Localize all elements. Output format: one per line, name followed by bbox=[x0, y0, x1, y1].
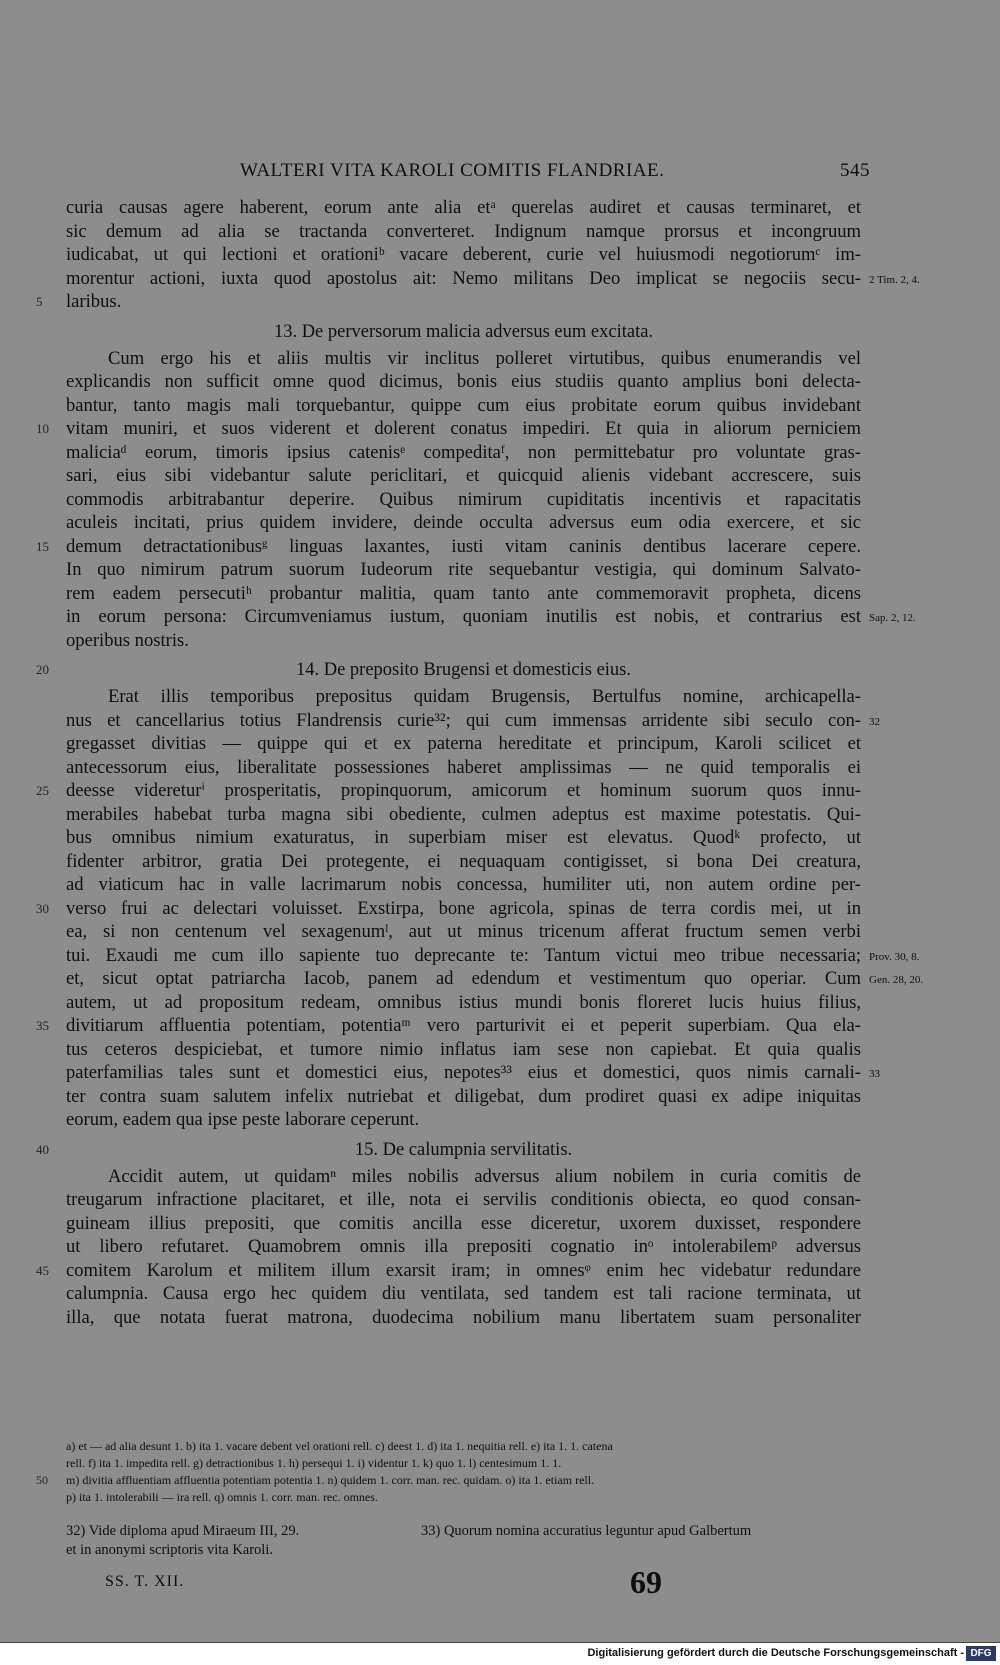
signature-mark: SS. T. XII. bbox=[105, 1573, 185, 1590]
digitization-footer bbox=[0, 1642, 1000, 1665]
text-line bbox=[66, 1038, 861, 1062]
section-heading bbox=[36, 1132, 861, 1165]
line-text: maliciaᵈ eorum, timoris ipsius catenisᵉ compeditaᶠ, non permittebatur pro voluntate gras- bbox=[66, 441, 861, 463]
line-number: 50 bbox=[36, 1473, 48, 1487]
running-title: WALTERI VITA KAROLI COMITIS FLANDRIAE. bbox=[240, 160, 665, 181]
line-text: illa, que notata fuerat matrona, duodecima nobilium manu libertatem suam personaliter bbox=[66, 1306, 861, 1328]
marginal-reference: Gen. 28, 20. bbox=[869, 974, 924, 986]
line-text: merabiles habebat turba magna sibi obediente, culmen adeptus est maxime potestatis. Qui- bbox=[66, 803, 861, 825]
line-text: gregasset divitias — quippe qui et ex paterna hereditate et principum, Karoli scilicet et bbox=[66, 733, 861, 754]
text-line bbox=[66, 967, 924, 991]
line-text: Erat illis temporibus prepositus quidam Brugensis, Bertulfus nomine, archicapella- bbox=[108, 686, 861, 707]
footnote-line bbox=[66, 1455, 861, 1472]
text-line bbox=[66, 488, 861, 512]
text-line bbox=[66, 803, 861, 827]
endnote-33 bbox=[421, 1522, 861, 1541]
line-text: commodis arbitrabantur deperire. Quibus nimirum cupiditatis incentivis et rapacitatis bbox=[66, 488, 861, 510]
text-line bbox=[66, 826, 861, 850]
text-line bbox=[36, 417, 861, 441]
line-text: curia causas agere haberent, eorum ante alia etᵃ querelas audiret et causas terminaret, et bbox=[66, 197, 861, 218]
line-number: 45 bbox=[36, 1262, 49, 1278]
line-text: vitam muniri, et suos viderent et dolerent conatus impediri. Et quia in aliorum perniciem bbox=[66, 418, 861, 439]
line-text: divitiarum affluentia potentiam, potentiaᵐ vero parturivit ei et peperit superbiam. Qua ela- bbox=[66, 1015, 861, 1036]
text-line bbox=[66, 756, 861, 780]
text-line bbox=[66, 873, 861, 897]
footnote-text: m) divitia affluentiam affluentia potentiam potentia 1. n) quidem 1. corr. man. rec. quidam. o) ita 1. etiam rell. bbox=[66, 1473, 595, 1487]
line-text: comitem Karolum et militem illum exarsit iram; in omnesᵠ enim hec videbatur redundare bbox=[66, 1259, 861, 1281]
line-text: paterfamilias tales sunt et domestici eius, nepotes³³ eius et domestici, quos nimis carnali- bbox=[66, 1062, 861, 1083]
line-text: Cum ergo his et aliis multis vir inclitus polleret virtutibus, quibus enumerandis vel bbox=[108, 347, 861, 369]
line-text: nus et cancellarius totius Flandrensis curie³²; qui cum immensas arridente sibi seculo con- bbox=[66, 709, 861, 731]
dfg-logo-icon: DFG bbox=[966, 1646, 996, 1661]
endnote-32 bbox=[66, 1522, 416, 1560]
line-text: 13. De perversorum malicia adversus eum excitata. bbox=[273, 321, 654, 342]
line-number: 30 bbox=[36, 900, 49, 916]
line-text: deesse videreturⁱ prosperitatis, propinquorum, amicorum et hominum suorum quos innu- bbox=[66, 780, 861, 801]
text-line bbox=[66, 582, 861, 606]
endnote-line: et in anonymi scriptoris vita Karoli. bbox=[66, 1542, 273, 1558]
line-number: 15 bbox=[36, 538, 49, 554]
line-number: 40 bbox=[36, 1141, 49, 1157]
line-text: ter contra suam salutem infelix nutriebat et diligebat, dum prodiret quasi ex adipe iniquitas bbox=[66, 1085, 861, 1107]
text-line bbox=[66, 220, 861, 244]
line-text: ea, si non centenum vel sexagenumˡ, aut ut minus tricenum afferat fructum semen verbi bbox=[66, 921, 861, 942]
text-line bbox=[66, 1165, 861, 1189]
text-line bbox=[66, 1282, 861, 1306]
text-line bbox=[66, 732, 861, 756]
line-text: bus omnibus nimium exaturatus, in superbiam miser est elevatus. Quodᵏ profecto, ut bbox=[66, 827, 861, 848]
line-text: calumpnia. Causa ergo hec quidem diu ventilata, sed tandem est tali racione terminata, ut bbox=[66, 1283, 861, 1304]
text-line bbox=[66, 605, 916, 629]
text-line bbox=[66, 1108, 861, 1132]
text-line bbox=[66, 629, 861, 653]
line-text: et, sicut optat patriarcha Iacob, panem ad edendum et vestimentum quo operiar. Cum bbox=[66, 968, 861, 989]
line-text: laribus. bbox=[66, 291, 122, 312]
endnote-line: 32) Vide diploma apud Miraeum III, 29. bbox=[66, 1523, 300, 1539]
text-line bbox=[66, 1306, 861, 1330]
text-line bbox=[36, 290, 861, 314]
line-text: guineam illius prepositi, que comitis ancilla esse diceretur, uxorem duxisset, respondere bbox=[66, 1212, 861, 1234]
line-text: ut libero refutaret. Quamobrem omnis illa prepositi cognatio inᵒ intolerabilemᵖ adversus bbox=[66, 1236, 861, 1257]
line-number: 5 bbox=[36, 294, 43, 309]
main-text bbox=[36, 196, 924, 1329]
footnote-line bbox=[66, 1489, 861, 1506]
line-text: sic demum ad alia se tractanda converteret. Indignum namque prorsus et incongruum bbox=[66, 220, 861, 242]
line-text: sari, eius sibi videbantur salute periclitari, et quicquid alienis videbant accrescere, suis bbox=[66, 465, 861, 486]
text-line bbox=[66, 1235, 861, 1259]
line-text: morentur actioni, iuxta quod apostolus ait: Nemo militans Deo implicat se negociis secu- bbox=[66, 267, 861, 289]
footnote-line bbox=[36, 1472, 861, 1489]
text-line bbox=[36, 1259, 861, 1283]
footnote-text: a) et — ad alia desunt 1. b) ita 1. vacare debent vel orationi rell. c) deest 1. d) ita 1. nequitia rell. e) ita 1. 1. catena bbox=[66, 1439, 613, 1453]
text-line bbox=[66, 920, 861, 944]
text-line bbox=[66, 709, 880, 733]
line-text: treugarum infractione placitaret, et ille, nota ei servilis conditionis obiecta, eo quod consan- bbox=[66, 1189, 861, 1210]
footnote-text: rell. f) ita 1. impedita rell. g) detractionibus 1. h) persequi 1. i) videntur 1. k) quo 1. l) centesimum 1. 1. bbox=[66, 1456, 562, 1470]
line-text: rem eadem persecutiʰ probantur malitia, quam tanto ante commemoravit propheta, dicens bbox=[66, 582, 861, 604]
page-number: 545 bbox=[840, 160, 870, 181]
critical-apparatus bbox=[36, 1438, 861, 1506]
endnote-line: 33) Quorum nomina accuratius leguntur apud Galbertum bbox=[421, 1523, 752, 1539]
line-text: aculeis incitati, prius quidem invidere, deinde occulta adversus eum odia exercere, et sic bbox=[66, 512, 861, 533]
line-number: 35 bbox=[36, 1018, 49, 1033]
line-text: Accidit autem, ut quidamⁿ miles nobilis adversus alium nobilem in curia comitis de bbox=[108, 1165, 861, 1187]
footnote-line bbox=[66, 1438, 861, 1455]
line-text: antecessorum eius, liberalitate possessiones haberet amplissimas — ne quid temporalis ei bbox=[66, 756, 861, 778]
text-line bbox=[66, 850, 861, 874]
line-text: In quo nimirum patrum suorum Iudeorum rite sequebantur vestigia, qui dominum Salvato- bbox=[66, 559, 861, 580]
text-line bbox=[66, 347, 861, 371]
line-text: in eorum persona: Circumveniamus iustum, quoniam inutilis est nobis, et contrarius est bbox=[66, 606, 861, 627]
line-text: verso frui ac delectari voluisset. Exstirpa, bone agricola, spinas de terra cordis mei, ut in bbox=[66, 897, 861, 919]
footer-credit: Digitalisierung gefördert durch die Deutsche Forschungsgemeinschaft - bbox=[587, 1647, 964, 1659]
line-text: tus ceteros despiciebat, et tumore nimio inflatus iam sese non capiebat. Et quia qualis bbox=[66, 1038, 861, 1060]
text-line bbox=[66, 196, 861, 220]
line-text: fidenter arbitror, gratia Dei protegente, ei nequaquam contigisset, si bona Dei creatura, bbox=[66, 850, 861, 872]
marginal-reference: 32 bbox=[869, 715, 880, 728]
text-line bbox=[66, 944, 920, 968]
marginal-reference: Prov. 30, 8. bbox=[869, 950, 920, 963]
line-text: eorum, eadem qua ipse peste laborare ceperunt. bbox=[66, 1109, 420, 1130]
text-line bbox=[66, 685, 861, 709]
line-text: autem, ut ad propositum redeam, omnibus istius mundi bonis floreret lucis huius filius, bbox=[66, 991, 861, 1013]
line-text: demum detractationibusᵍ linguas laxantes, iusti vitam caninis dentibus lacerare cepere. bbox=[66, 535, 861, 557]
text-line bbox=[66, 394, 861, 418]
text-line bbox=[66, 267, 920, 291]
text-line bbox=[36, 897, 861, 921]
text-line bbox=[66, 243, 861, 267]
text-line bbox=[66, 1188, 861, 1212]
text-line bbox=[66, 1061, 880, 1085]
line-text: operibus nostris. bbox=[66, 629, 189, 651]
section-heading bbox=[66, 314, 861, 347]
line-text: tui. Exaudi me cum illo sapiente tuo deprecante te: Tantum victui meo tribue necessaria; bbox=[66, 944, 861, 966]
line-text: 15. De calumpnia servilitatis. bbox=[354, 1139, 573, 1160]
text-line bbox=[66, 441, 861, 465]
text-line bbox=[36, 779, 861, 803]
text-line bbox=[66, 1212, 861, 1236]
text-line bbox=[36, 535, 861, 559]
line-number: 25 bbox=[36, 783, 49, 798]
line-text: explicandis non sufficit omne quod dicimus, bonis eius studiis quanto amplius boni delecta- bbox=[66, 371, 861, 392]
text-line bbox=[36, 1014, 861, 1038]
line-text: ad viaticum hac in valle lacrimarum nobis concessa, humiliter uti, non autem ordine per- bbox=[66, 874, 861, 895]
text-line bbox=[66, 991, 861, 1015]
line-text: iudicabat, ut qui lectioni et orationiᵇ vacare deberent, curie vel huiusmodi negotiorumᶜ im- bbox=[66, 244, 861, 265]
marginal-reference: 33 bbox=[869, 1068, 880, 1080]
marginal-reference: Sap. 2, 12. bbox=[869, 612, 916, 624]
text-line bbox=[66, 464, 861, 488]
text-line bbox=[66, 370, 861, 394]
sheet-number: 69 bbox=[630, 1564, 662, 1600]
marginal-reference: 2 Tim. 2, 4. bbox=[869, 273, 920, 286]
line-text: bantur, tanto magis mali torquebantur, quippe cum eius probitate eorum quibus invidebant bbox=[66, 394, 861, 416]
line-number: 20 bbox=[36, 662, 49, 677]
line-text: 14. De preposito Brugensi et domesticis eius. bbox=[295, 660, 631, 680]
text-line bbox=[66, 511, 861, 535]
section-heading bbox=[36, 652, 861, 685]
footnote-text: p) ita 1. intolerabili — ira rell. q) omnis 1. corr. man. rec. omnes. bbox=[66, 1490, 378, 1504]
text-line bbox=[66, 1085, 861, 1109]
text-line bbox=[66, 558, 861, 582]
line-number: 10 bbox=[36, 421, 49, 436]
